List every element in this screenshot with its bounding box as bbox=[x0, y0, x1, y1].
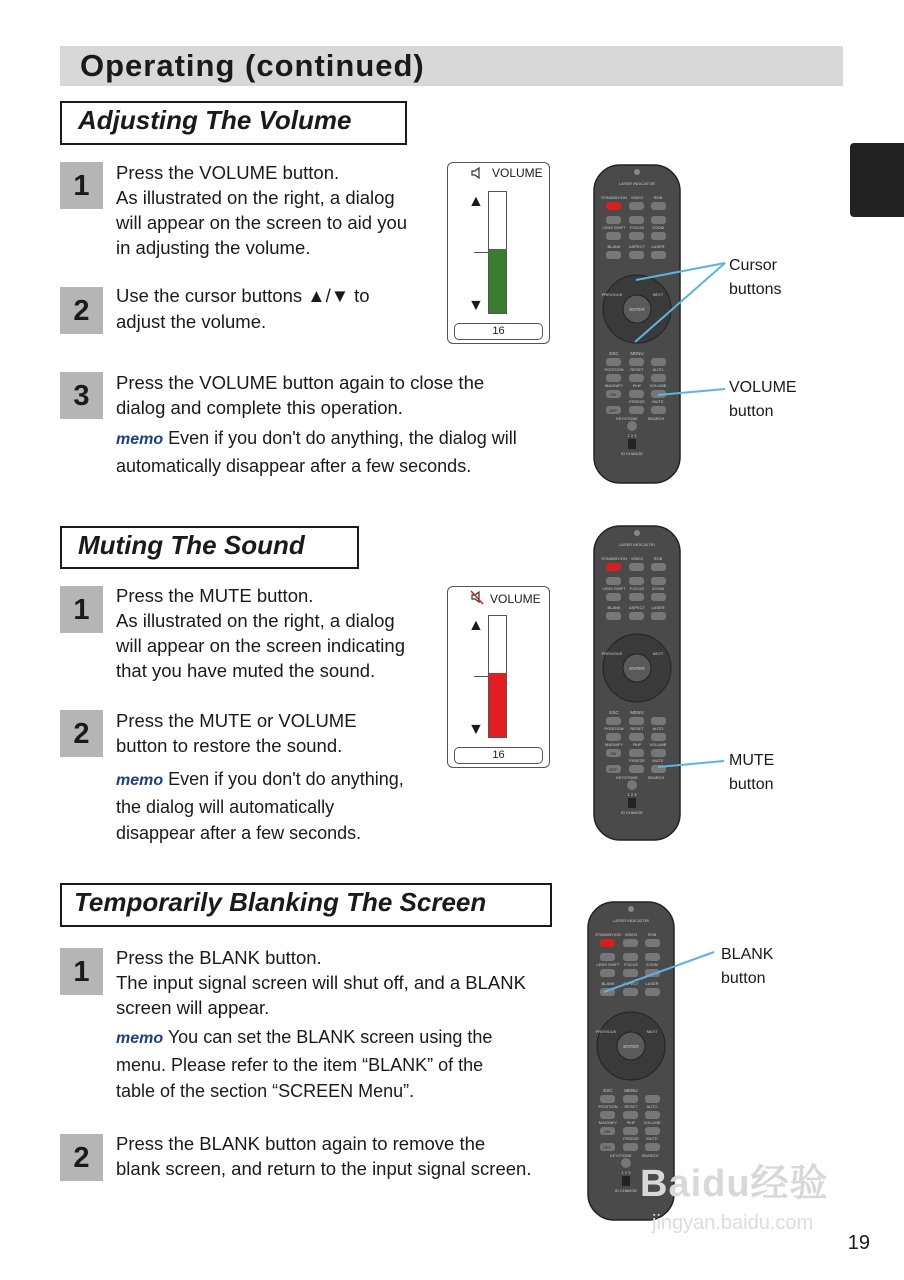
blank-callout bbox=[721, 943, 773, 991]
svg-text:ESC: ESC bbox=[609, 351, 619, 356]
svg-text:NEXT: NEXT bbox=[652, 651, 664, 656]
svg-text:ESC: ESC bbox=[609, 710, 619, 715]
memo-line: table of the section “SCREEN Menu”. bbox=[116, 1081, 415, 1101]
memo-line: Even if you don't do anything, the dialog will bbox=[168, 428, 517, 448]
step-line: will appear on the screen to aid you bbox=[116, 212, 408, 233]
svg-text:FOCUS: FOCUS bbox=[624, 962, 638, 967]
svg-text:LASER INDICATOR: LASER INDICATOR bbox=[613, 918, 649, 923]
level-tick bbox=[474, 252, 488, 253]
step-line: As illustrated on the right, a dialog bbox=[116, 187, 395, 208]
memo-line: the dialog will automatically bbox=[116, 797, 335, 817]
callout-text: button bbox=[729, 403, 774, 420]
step-line: Use the cursor buttons bbox=[116, 285, 303, 306]
step-line: that you have muted the sound. bbox=[116, 660, 376, 681]
svg-text:ASPECT: ASPECT bbox=[628, 605, 646, 610]
mute-section-heading bbox=[60, 526, 359, 569]
speaker-icon bbox=[470, 166, 484, 185]
svg-text:RGB: RGB bbox=[653, 195, 663, 200]
svg-text:MUTE: MUTE bbox=[646, 1136, 658, 1141]
memo-line: menu. Please refer to the item “BLANK” of the bbox=[116, 1055, 484, 1075]
svg-text:MENU: MENU bbox=[624, 1088, 638, 1093]
svg-text:FREEZE: FREEZE bbox=[623, 1136, 639, 1141]
svg-text:BLANK: BLANK bbox=[601, 981, 615, 986]
svg-text:POSITION: POSITION bbox=[604, 367, 624, 372]
svg-text:FOCUS: FOCUS bbox=[630, 586, 644, 591]
step-line: Press the MUTE or VOLUME bbox=[116, 710, 357, 731]
step-text bbox=[116, 1131, 576, 1181]
page-title: Operating (continued) bbox=[80, 48, 425, 83]
svg-text:RGB: RGB bbox=[647, 932, 657, 937]
step-number: 1 bbox=[60, 586, 103, 633]
svg-text:LASER: LASER bbox=[645, 981, 659, 986]
volume-value: 16 bbox=[454, 323, 543, 340]
step-number: 1 bbox=[60, 948, 103, 995]
svg-text:ON: ON bbox=[604, 1129, 610, 1134]
svg-text:ON: ON bbox=[610, 392, 616, 397]
svg-text:ASPECT: ASPECT bbox=[628, 244, 646, 249]
step-text bbox=[116, 708, 436, 758]
chapter-tab bbox=[850, 143, 904, 217]
svg-text:ZOOM: ZOOM bbox=[652, 225, 664, 230]
svg-text:LASER INDICATOR: LASER INDICATOR bbox=[619, 542, 655, 547]
svg-text:STANDBY/ON: STANDBY/ON bbox=[595, 932, 621, 937]
step-line: Press the BLANK button. bbox=[116, 947, 322, 968]
down-triangle-icon: ▼ bbox=[330, 285, 350, 306]
step-line: will appear on the screen indicating bbox=[116, 635, 405, 656]
remote-control bbox=[592, 524, 682, 847]
step-text bbox=[116, 160, 446, 260]
step-text bbox=[116, 370, 566, 420]
memo-label: memo bbox=[116, 431, 164, 448]
dialog-title: VOLUME bbox=[492, 166, 543, 180]
svg-text:ASPECT: ASPECT bbox=[622, 981, 640, 986]
svg-text:ZOOM: ZOOM bbox=[652, 586, 664, 591]
memo-line: You can set the BLANK screen using the bbox=[167, 1027, 493, 1047]
svg-text:MENU: MENU bbox=[630, 710, 644, 715]
step-number: 2 bbox=[60, 287, 103, 334]
svg-text:POSITION: POSITION bbox=[604, 726, 624, 731]
down-triangle-icon: ▼ bbox=[468, 297, 484, 314]
svg-text:NEXT: NEXT bbox=[652, 292, 664, 297]
callout-text: BLANK bbox=[721, 946, 774, 963]
callout-text: Cursor bbox=[729, 257, 778, 274]
svg-text:STANDBY/ON: STANDBY/ON bbox=[601, 195, 627, 200]
svg-text:FOCUS: FOCUS bbox=[630, 225, 644, 230]
svg-text:BLANK: BLANK bbox=[607, 605, 621, 610]
volume-level-fill bbox=[489, 673, 506, 737]
memo-label: memo bbox=[116, 772, 164, 789]
svg-text:SEARCH: SEARCH bbox=[647, 416, 665, 421]
step-line: Press the BLANK button again to remove the bbox=[116, 1133, 486, 1154]
svg-text:ESC: ESC bbox=[603, 1088, 613, 1093]
svg-text:ENTER: ENTER bbox=[629, 666, 645, 671]
svg-text:RESET: RESET bbox=[630, 726, 644, 731]
mute-dialog bbox=[447, 586, 550, 768]
svg-text:STANDBY/ON: STANDBY/ON bbox=[601, 556, 627, 561]
memo bbox=[116, 766, 446, 846]
muted-speaker-icon bbox=[470, 590, 486, 611]
watermark-logo: Baidu经验 bbox=[640, 1163, 829, 1205]
svg-text:VOLUME: VOLUME bbox=[649, 383, 667, 388]
volume-level-track bbox=[488, 191, 507, 314]
step-line: The input signal screen will shut off, and a BLANK bbox=[116, 972, 526, 993]
svg-text:RGB: RGB bbox=[653, 556, 663, 561]
svg-text:LASER: LASER bbox=[651, 605, 665, 610]
volume-callout bbox=[729, 376, 797, 424]
svg-text:SEARCH: SEARCH bbox=[647, 775, 665, 780]
step-number: 2 bbox=[60, 710, 103, 757]
svg-text:BLANK: BLANK bbox=[607, 244, 621, 249]
svg-text:1 2 3: 1 2 3 bbox=[621, 1170, 631, 1175]
svg-text:MUTE: MUTE bbox=[652, 758, 664, 763]
svg-text:PinP: PinP bbox=[632, 742, 642, 747]
svg-text:LENS SHIFT: LENS SHIFT bbox=[602, 225, 626, 230]
volume-heading-text: Adjusting The Volume bbox=[78, 105, 352, 135]
svg-text:LENS SHIFT: LENS SHIFT bbox=[596, 962, 620, 967]
step-text bbox=[116, 583, 446, 683]
blank-heading-text: Temporarily Blanking The Screen bbox=[74, 887, 487, 917]
volume-level-track bbox=[488, 615, 507, 738]
step-line: Press the VOLUME button. bbox=[116, 162, 340, 183]
volume-dialog bbox=[447, 162, 550, 344]
callout-text: button bbox=[729, 776, 774, 793]
svg-text:VOLUME: VOLUME bbox=[643, 1120, 661, 1125]
svg-text:FREEZE: FREEZE bbox=[629, 399, 645, 404]
svg-text:ENTER: ENTER bbox=[623, 1044, 639, 1049]
svg-text:RESET: RESET bbox=[630, 367, 644, 372]
svg-text:AUTO: AUTO bbox=[652, 726, 664, 731]
svg-text:LASER INDICATOR: LASER INDICATOR bbox=[619, 181, 655, 186]
step-line: dialog and complete this operation. bbox=[116, 397, 403, 418]
callout-lines bbox=[600, 255, 730, 405]
svg-text:KEYSTONE: KEYSTONE bbox=[616, 775, 638, 780]
watermark-url: jingyan.baidu.com bbox=[652, 1212, 814, 1234]
callout-text: VOLUME bbox=[729, 379, 797, 396]
svg-text:LASER: LASER bbox=[651, 244, 665, 249]
mute-callout bbox=[729, 749, 774, 797]
step-line: As illustrated on the right, a dialog bbox=[116, 610, 395, 631]
step-line: in adjusting the volume. bbox=[116, 237, 311, 258]
svg-text:VIDEO: VIDEO bbox=[624, 932, 638, 937]
svg-text:MENU: MENU bbox=[630, 351, 644, 356]
memo-line: Even if you don't do anything, bbox=[168, 769, 404, 789]
up-triangle-icon: ▲ bbox=[468, 617, 484, 634]
svg-text:KEYSTONE: KEYSTONE bbox=[616, 416, 638, 421]
volume-section-heading bbox=[60, 101, 407, 145]
callout-lines bbox=[596, 948, 720, 998]
svg-text:PinP: PinP bbox=[632, 383, 642, 388]
callout-text: buttons bbox=[729, 281, 782, 298]
svg-text:1 2 3: 1 2 3 bbox=[627, 792, 637, 797]
svg-text:MAGNIFY: MAGNIFY bbox=[598, 1120, 618, 1125]
svg-text:VIDEO: VIDEO bbox=[630, 195, 644, 200]
step-line: to bbox=[354, 285, 370, 306]
up-triangle-icon: ▲ bbox=[468, 193, 484, 210]
svg-text:PinP: PinP bbox=[626, 1120, 636, 1125]
svg-text:ON: ON bbox=[610, 751, 616, 756]
svg-text:PREVIOUS: PREVIOUS bbox=[601, 651, 623, 656]
svg-text:ENTER: ENTER bbox=[629, 307, 645, 312]
svg-text:MUTE: MUTE bbox=[652, 399, 664, 404]
svg-text:ID CHANGE: ID CHANGE bbox=[620, 451, 644, 456]
svg-text:PREVIOUS: PREVIOUS bbox=[595, 1029, 617, 1034]
svg-text:OFF: OFF bbox=[609, 408, 617, 413]
step-text bbox=[116, 945, 566, 1020]
memo-line: automatically disappear after a few seconds. bbox=[116, 456, 472, 476]
svg-text:ID CHANGE: ID CHANGE bbox=[620, 810, 644, 815]
callout-text: MUTE bbox=[729, 752, 775, 769]
step-number: 3 bbox=[60, 372, 103, 419]
dialog-title: VOLUME bbox=[490, 592, 541, 606]
svg-text:ZOOM: ZOOM bbox=[646, 962, 658, 967]
svg-text:VOLUME: VOLUME bbox=[649, 742, 667, 747]
mute-heading-text: Muting The Sound bbox=[78, 530, 305, 560]
svg-text:OFF: OFF bbox=[603, 1145, 611, 1150]
memo-label: memo bbox=[116, 1030, 164, 1047]
svg-text:ID CHANGE: ID CHANGE bbox=[614, 1188, 638, 1193]
svg-text:1 2 3: 1 2 3 bbox=[627, 433, 637, 438]
step-line: Press the MUTE button. bbox=[116, 585, 314, 606]
step-line: adjust the volume. bbox=[116, 311, 267, 332]
step-line: button to restore the sound. bbox=[116, 735, 343, 756]
svg-text:SEARCH: SEARCH bbox=[641, 1153, 659, 1158]
memo-line: disappear after a few seconds. bbox=[116, 823, 362, 843]
svg-text:OFF: OFF bbox=[609, 767, 617, 772]
svg-text:VIDEO: VIDEO bbox=[630, 556, 644, 561]
volume-value: 16 bbox=[454, 747, 543, 764]
step-number: 2 bbox=[60, 1134, 103, 1181]
step-number: 1 bbox=[60, 162, 103, 209]
svg-text:KEYSTONE: KEYSTONE bbox=[610, 1153, 632, 1158]
up-triangle-icon: ▲ bbox=[307, 285, 326, 306]
step-line: screen will appear. bbox=[116, 997, 270, 1018]
step-line: Press the VOLUME button again to close the bbox=[116, 372, 485, 393]
step-line: blank screen, and return to the input signal screen. bbox=[116, 1158, 532, 1179]
memo bbox=[116, 1024, 566, 1104]
svg-text:RESET: RESET bbox=[624, 1104, 638, 1109]
svg-text:MAGNIFY: MAGNIFY bbox=[604, 742, 624, 747]
level-tick bbox=[474, 676, 488, 677]
callout-lines bbox=[640, 755, 730, 775]
svg-text:MAGNIFY: MAGNIFY bbox=[604, 383, 624, 388]
svg-text:POSITION: POSITION bbox=[598, 1104, 618, 1109]
svg-text:AUTO: AUTO bbox=[646, 1104, 658, 1109]
svg-text:FREEZE: FREEZE bbox=[629, 758, 645, 763]
memo bbox=[116, 425, 566, 479]
down-triangle-icon: ▼ bbox=[468, 721, 484, 738]
cursor-callout bbox=[729, 254, 781, 302]
volume-level-fill bbox=[489, 249, 506, 313]
svg-text:LENS SHIFT: LENS SHIFT bbox=[602, 586, 626, 591]
svg-text:NEXT: NEXT bbox=[646, 1029, 658, 1034]
step-text bbox=[116, 283, 436, 334]
svg-text:PREVIOUS: PREVIOUS bbox=[601, 292, 623, 297]
page-number: 19 bbox=[847, 1232, 870, 1254]
blank-section-heading bbox=[60, 883, 552, 927]
callout-text: button bbox=[721, 970, 766, 987]
slash: / bbox=[325, 285, 331, 306]
svg-text:AUTO: AUTO bbox=[652, 367, 664, 372]
